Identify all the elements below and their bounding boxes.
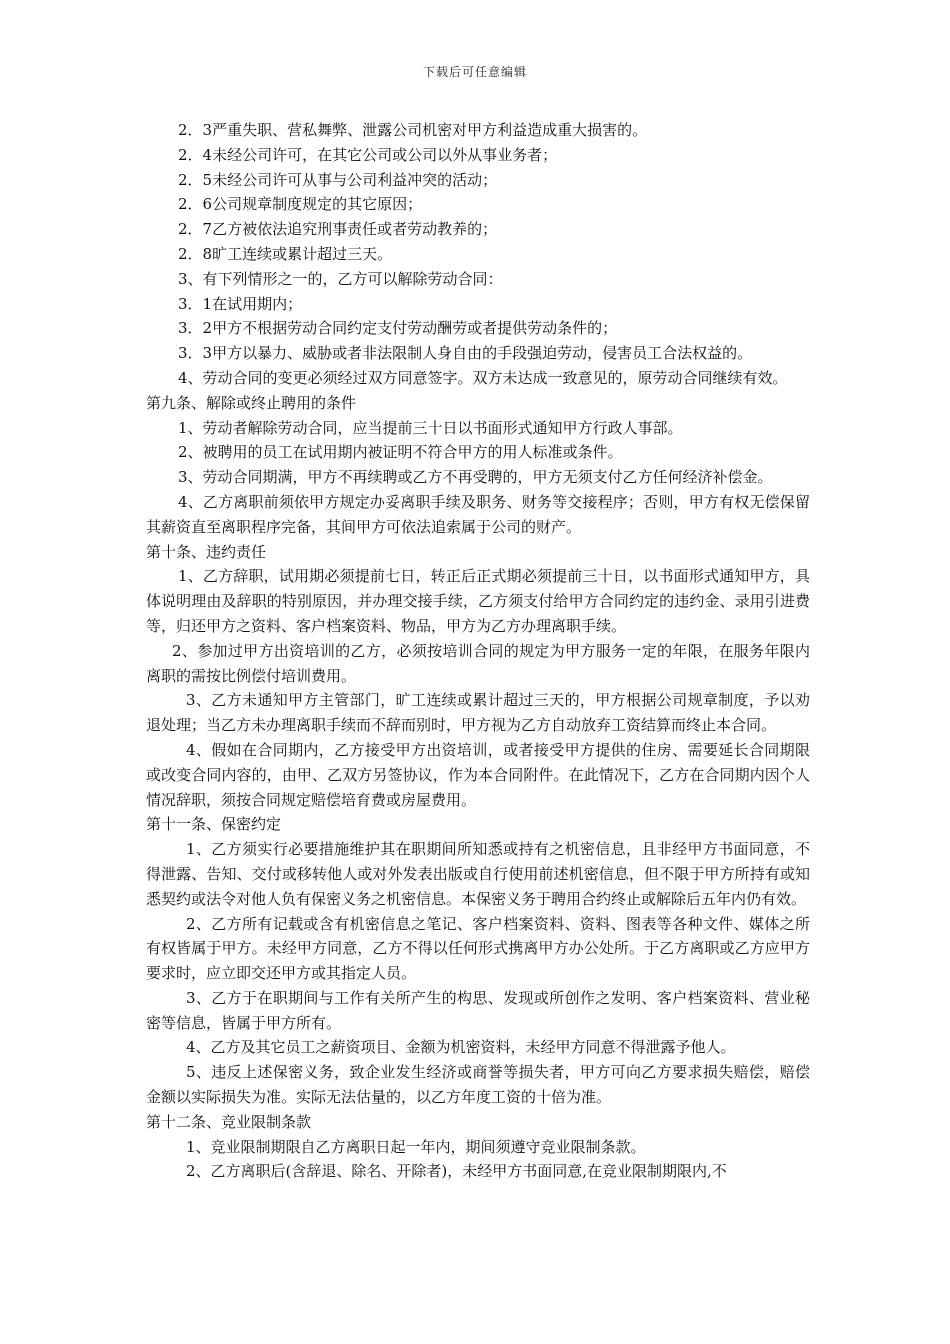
section-heading: 第九条、解除或终止聘用的条件 [146, 393, 357, 412]
paragraph: 3、有下列情形之一的，乙方可以解除劳动合同： [178, 269, 503, 288]
page-header-note: 下载后可任意编辑 [422, 65, 527, 79]
paragraph: 3、乙方于在职期间与工作有关所产生的构思、发现或所创作之发明、客户档案资料、营业秘密等信息，皆属于甲方所有。 [146, 988, 810, 1032]
paragraph: 2．6公司规章制度规定的其它原因； [178, 195, 423, 214]
section-heading: 第十二条、竞业限制条款 [146, 1112, 312, 1131]
paragraph: 2．7乙方被依法追究刑事责任或者劳动教养的； [178, 220, 498, 239]
paragraph: 2．4未经公司许可，在其它公司或公司以外从事业务者； [178, 145, 558, 164]
section-heading: 第十一条、保密约定 [146, 815, 282, 834]
document-body [146, 118, 810, 1184]
paragraph: 1、乙方辞职，试用期必须提前七日，转正后正式期必须提前三十日，以书面形式通知甲方，具体说明理由及辞职的特别原因，并办理交接手续，乙方须支付给甲方合同约定的违约金、录用引进费等，归还甲方之资料、客户档案资料、物品，甲方为乙方办理离职手续。 [146, 567, 810, 635]
paragraph: 1、乙方须实行必要措施维护其在职期间所知悉或持有之机密信息，且非经甲方书面同意，不得泄露、告知、交付或移转他人或对外发表出版或自行使用前述机密信息，但不限于甲方所持有或知悉契约或法令对他人负有保密义务之机密信息。本保密义务于聘用合约终止或解除后五年内仍有效。 [146, 840, 810, 908]
paragraph: 2．3严重失职、营私舞弊、泄露公司机密对甲方利益造成重大损害的。 [178, 121, 648, 139]
paragraph: 2、乙方所有记载或含有机密信息之笔记、客户档案资料、资料、图表等各种文件、媒体之所有权皆属于甲方。未经甲方同意，乙方不得以任何形式携离甲方办公处所。于乙方离职或乙方应甲方要求时，应立即交还甲方或其指定人员。 [146, 914, 810, 983]
paragraph: 3．3甲方以暴力、威胁或者非法限制人身自由的手段强迫劳动，侵害员工合法权益的。 [178, 344, 753, 363]
section-heading: 第十条、违约责任 [146, 542, 267, 561]
paragraph: 2、被聘用的员工在试用期内被证明不符合甲方的用人标准或条件。 [178, 443, 623, 462]
paragraph: 2．8旷工连续或累计超过三天。 [178, 244, 393, 263]
paragraph: 4、假如在合同期内，乙方接受甲方出资培训，或者接受甲方提供的住房、需要延长合同期限或改变合同内容的，由甲、乙双方另签协议，作为本合同附件。在此情况下，乙方在合同期内因个人情况辞职，须按合同规定赔偿培育费或房屋费用。 [146, 740, 810, 809]
paragraph: 3．2甲方不根据劳动合同约定支付劳动酬劳或者提供劳动条件的； [178, 319, 618, 338]
paragraph: 1、劳动者解除劳动合同，应当提前三十日以书面形式通知甲方行政人事部。 [178, 418, 683, 437]
paragraph: 3．1在试用期内； [178, 294, 303, 313]
paragraph: 2、乙方离职后(含辞退、除名、开除者)，未经甲方书面同意,在竞业限制期限内,不 [186, 1162, 727, 1181]
paragraph: 3、乙方未通知甲方主管部门，旷工连续或累计超过三天的，甲方根据公司规章制度，予以劝退处理；当乙方未办理离职手续而不辞而别时，甲方视为乙方自动放弃工资结算而终止本合同。 [146, 691, 810, 735]
paragraph: 3、劳动合同期满，甲方不再续聘或乙方不再受聘的，甲方无须支付乙方任何经济补偿金。 [178, 468, 773, 487]
paragraph: 4、乙方及其它员工之薪资项目、金额为机密资料，未经甲方同意不得泄露予他人。 [186, 1038, 736, 1057]
paragraph: 5、违反上述保密义务，致企业发生经济或商誉等损失者，甲方可向乙方要求损失赔偿，赔偿金额以实际损失为准。实际无法估量的，以乙方年度工资的十倍为准。 [146, 1063, 810, 1107]
paragraph: 4、乙方离职前须依甲方规定办妥离职手续及职务、财务等交接程序；否则，甲方有权无偿保留其薪资直至离职程序完备，其间甲方可依法追索属于公司的财产。 [146, 492, 810, 536]
paragraph: 4、劳动合同的变更必须经过双方同意签字。双方未达成一致意见的，原劳动合同继续有效。 [178, 368, 788, 387]
paragraph: 2．5未经公司许可从事与公司利益冲突的活动； [178, 170, 498, 189]
paragraph: 2、参加过甲方出资培训的乙方，必须按培训合同的规定为甲方服务一定的年限，在服务年限内离职的需按比例偿付培训费用。 [146, 641, 810, 685]
paragraph: 1、竞业限制期限自乙方离职日起一年内，期间须遵守竞业限制条款。 [186, 1137, 646, 1156]
